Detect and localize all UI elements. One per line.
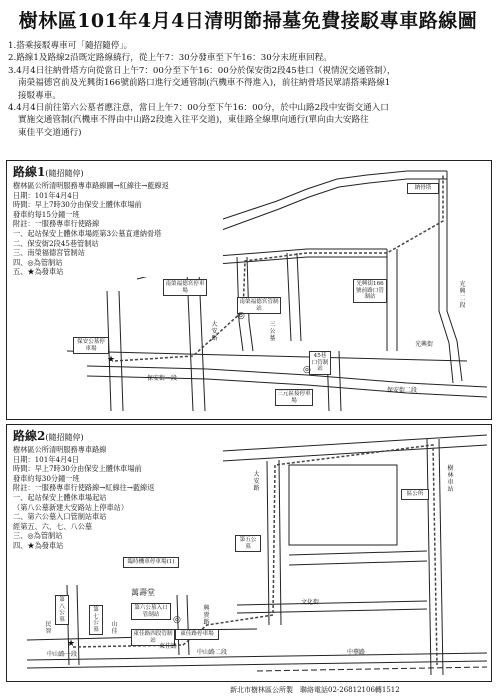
cem8-label: 第八公墓	[55, 595, 69, 625]
xinggu-label: 興貴路	[203, 605, 210, 626]
baoan-stop-label: 保安公墓停車場	[73, 337, 109, 354]
start-star-icon: ★	[67, 639, 76, 649]
cem5-label: 第五公墓	[235, 535, 261, 552]
dongjia-ctrl-label: 東佳路四段管制站	[131, 629, 175, 646]
dongjia-label: 東佳路	[159, 643, 178, 650]
ctrl-circle-icon: ◎	[237, 311, 245, 321]
route1-line: 五、★為發車站	[13, 267, 64, 277]
ctrl45-label: 45巷口管制站	[309, 351, 331, 375]
route2-line: 發車約每30分鐘一班	[13, 473, 80, 483]
sanyuan-label: 三元區接停車場	[275, 389, 313, 406]
route2-map	[6, 424, 492, 682]
wanshou-label: 萬壽堂	[131, 588, 155, 597]
baoan-st2-label: 保安街二段	[387, 387, 418, 394]
route1-line: 三、南榮福德宮管制站	[13, 248, 85, 258]
zhongshan2-label: 中山路二段	[197, 649, 228, 656]
guangxing-st-label: 光興街	[415, 341, 434, 348]
note-4b: 實施交通管制(汽機車不得由中山路2段進入往平交道)，東佳路全線單向通行(單向由大安路往	[18, 115, 369, 126]
office-label: 區公所	[401, 489, 429, 500]
train-label: 中華路	[347, 649, 366, 656]
nagu-label: 納骨塔	[407, 183, 439, 194]
route2-line: 一、起站保安上體休車場起站	[13, 492, 107, 502]
route1-note: (隨招隨停)	[45, 169, 84, 178]
p1-label: 臨時機車停車場(1)	[123, 557, 179, 568]
note-4c: 東佳平交道通行)	[18, 127, 82, 138]
route2-line: 二、第六公墓入口管制站車站	[13, 512, 107, 522]
route2-line: 樹林區公所清明服務專車路線	[13, 445, 107, 454]
route2-line: 經第五、六、七、八公墓	[13, 521, 93, 531]
cem7-label: 第七公墓	[89, 605, 103, 635]
route2-line: 四、★為發車站	[13, 540, 64, 550]
route1-line: 一、起站保安上體休車場經第3公墓直達納骨塔	[13, 228, 162, 238]
section3-label: 三公墓	[269, 321, 276, 342]
note-3: 3.4月4日往納骨塔方向從當日上午7：00分至下午16：00分於保安街2段45巷口（視情況交通管制），	[8, 65, 396, 76]
station-label: 樹林車站	[447, 465, 454, 493]
cem6-label: 第六公墓入口管制站	[131, 603, 171, 620]
start-star-icon: ★	[107, 355, 116, 365]
baoan-st-label: 保安街一段	[147, 375, 178, 382]
ctrl-circle-icon: ◎	[173, 615, 181, 625]
route2-line: 時間：早上7時30分由保安上體休車場前	[13, 464, 142, 474]
route2-info	[13, 429, 223, 551]
route2-line: 三、◎為管制站	[13, 531, 63, 541]
route1-line: 二、保安街2段45巷管制站	[13, 238, 99, 248]
route1-line: 日期：101年4月4日	[13, 190, 79, 200]
route1-line: 時間：早上7時30分由保安上體休車場前	[13, 200, 142, 210]
xingyi-label: 光興二段	[459, 281, 466, 309]
notes-list	[8, 40, 486, 139]
note-3b: 南榮福德宮前及光興街166號前路口進行交通管制(汽機車不得進入)，前往納骨塔民眾請搭乘路線1	[18, 78, 391, 89]
nanrong-park-label: 南榮福德宮停車場	[163, 279, 207, 296]
note-3c: 接駁專車。	[18, 90, 61, 101]
route1-line: 附註：一服務專車行使路線	[13, 219, 100, 229]
nanrong-ctrl-label: 南榮福德宮管制站	[237, 297, 281, 314]
route2-line: （第八公墓新建大安路站上停車站）	[13, 502, 129, 512]
note-2: 2.路線1及路線2沿既定路線繞行，從上午7：30分發車至下午16：30分末班車回程。	[8, 53, 332, 64]
route2-line: 附註：一服務專車行使路線→紅線往→藍線返	[13, 483, 155, 493]
route1-line: 發車約每15分鐘一班	[13, 209, 80, 219]
route2-title: 路線2	[13, 429, 46, 443]
wenhua-label: 文化街	[301, 599, 320, 606]
note-4: 4.4月4日前往第六公墓者應注意，當日上午7：00分至下午16：00分，於中山路2段中安街交通入口	[8, 103, 389, 114]
shan-label: 山佳	[111, 621, 118, 635]
route1-info	[13, 165, 223, 277]
dakuan-label: 大安路	[211, 321, 218, 342]
route1-line: 樹林區公所清明服務專車路線圖→紅線往→藍線返	[13, 181, 169, 190]
ctrl-circle-icon: ◎	[303, 365, 311, 375]
guangxing-ctrl-label: 光興街166號前路口管制站	[353, 279, 387, 303]
zhongshan1-label: 中山路一段	[47, 651, 78, 658]
page-title: 樹林區101年4月4日清明節掃墓免費接駁專車路線圖	[18, 10, 478, 32]
route2-line: 日期：101年4月4日	[13, 454, 79, 464]
note-1: 1.搭乘接駁專車可「隨招隨停」。	[8, 41, 133, 51]
minzhi-label: 民智	[45, 621, 52, 635]
dongjia-park-label: 東佳路停車場	[175, 629, 219, 640]
footer: 新北市樹林區公所製 聯絡電話02-26812106轉1512	[230, 686, 400, 694]
route1-title: 路線1	[13, 165, 46, 179]
route1-line: 四、◎為管制站	[13, 257, 63, 267]
dakuan-label: 大安路	[253, 471, 260, 492]
route1-map	[6, 160, 492, 420]
route2-note: (隨招隨停)	[45, 433, 84, 442]
